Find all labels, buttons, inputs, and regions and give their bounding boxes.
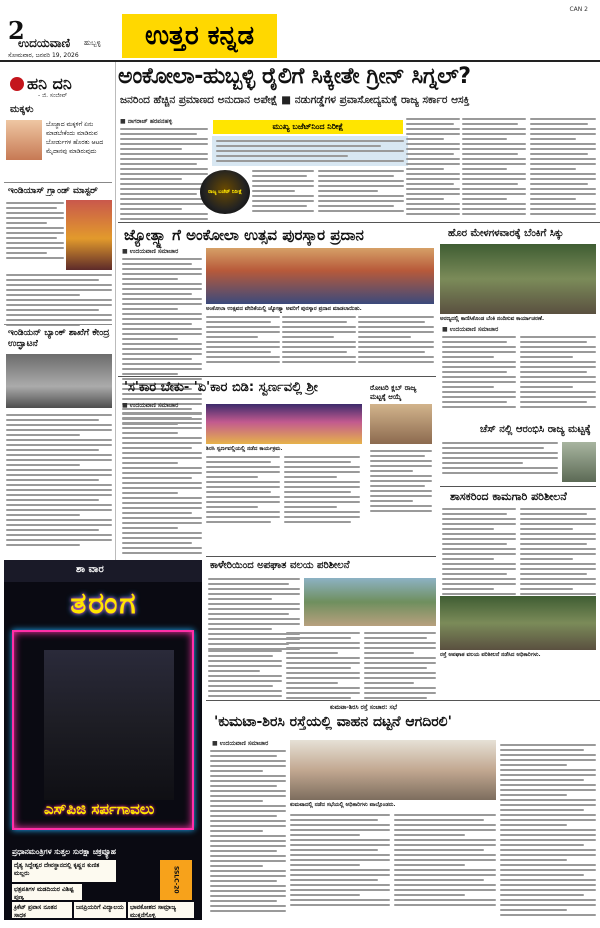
festival-headline[interactable]: ಜ್ಯೋತ್ಸ್ನಾ ಗೆ ಅಂಕೋಲಾ ಉತ್ಸವ ಪುರಸ್ಕಾರ ಪ್ರದಾನ — [124, 226, 364, 244]
official-portrait — [562, 442, 596, 482]
state-headline[interactable]: ಚೆಸ್ ನಲ್ಲಿ ಆರಂಭಿಸಿ ರಾಜ್ಯ ಮಟ್ಟಕ್ಕೆ — [480, 424, 591, 435]
ad-cover-photo — [44, 650, 174, 800]
article-text — [6, 202, 64, 262]
divider — [206, 556, 436, 557]
bank-building-photo — [6, 354, 112, 408]
divider — [4, 324, 112, 325]
festival-article-text — [206, 316, 280, 366]
stage-article-text — [122, 412, 202, 557]
forest-fire-caption: ಅರಣ್ಯದಲ್ಲಿ ಕಾಣಿಸಿಕೊಂಡ ಬೆಂಕಿ ನಂದಿಸುವ ಕಾರ್ಯಾಚರಣೆ. — [440, 316, 545, 322]
dancer-photo — [66, 200, 112, 270]
issue-date: ಸೋಮವಾರ, ಜನವರಿ 19, 2026 — [8, 52, 79, 59]
edition-title: ಉತ್ತರ ಕನ್ನಡ — [122, 14, 277, 58]
road-headline[interactable]: 'ಕುಮಟಾ-ಶಿರಸಿ ರಸ್ತೆಯಲ್ಲಿ ವಾಹನ ದಟ್ಟನೆ ಆಗದಿರಲಿ' — [214, 714, 452, 730]
drop-icon — [10, 77, 24, 91]
road-article-text — [394, 814, 496, 909]
works-headline[interactable]: ಶಾಸಕರಿಂದ ಕಾಮಗಾರಿ ಪರಿಶೀಲನೆ — [450, 490, 567, 503]
cartoon-illustration — [6, 120, 42, 160]
state-article-text — [442, 442, 558, 477]
article-text — [6, 274, 112, 329]
lead-article-text — [120, 128, 208, 223]
lead-article-text — [462, 118, 526, 218]
ad-cover-story: ಎಸ್‌ಪಿಜಿ ಸರ್ಪಗಾವಲು — [44, 800, 155, 818]
road-byline: ■ ಉದಯವಾಣಿ ಸಮಾಚಾರ — [212, 740, 269, 747]
meeting-photo — [290, 740, 496, 800]
construction-photo — [440, 596, 596, 650]
road-article-text — [290, 814, 390, 909]
accident-article-text — [208, 650, 282, 700]
publication-name: ಉದಯವಾಣಿ — [18, 36, 71, 50]
stage-article-text — [206, 456, 280, 526]
stage-headline[interactable]: 'ಸ'ಕಾರ ಬೇಕು- 'ಏ'ಕಾರ ಬಿಡಿ: ಸ್ವರ್ಣವಲ್ಲಿ ಶ್ರೀ — [124, 380, 318, 395]
lead-byline: ■ ನಾಗರಾಜ್ ಹರಪನಹಳ್ಳಿ — [120, 118, 173, 125]
section-heading-bank: ಇಂಡಿಯನ್ ಬ್ಯಾಂಕ್ ಶಾಖೆಗೆ ಕೇಂದ್ರ ಉದ್ಘಾಟನೆ — [8, 328, 114, 350]
lead-headline[interactable]: ಅಂಕೋಲಾ-ಹುಬ್ಬಳ್ಳಿ ರೈಲಿಗೆ ಸಿಕ್ಕೀತೇ ಗ್ರೀನ್ ಸಿಗ್ನಲ್? — [118, 64, 471, 89]
accident-article-text — [286, 632, 360, 702]
festival-byline: ■ ಉದಯವಾಣಿ ಸಮಾಚಾರ — [122, 248, 179, 255]
accident-zone-caption: ರಸ್ತೆ ಅಪಘಾತ ವಲಯ ಪರಿಶೀಲನೆ ನಡೆಸಿದ ಅಧಿಕಾರಿಗಳು. — [440, 652, 541, 658]
forest-article-text — [520, 336, 596, 411]
meeting-caption: ಕುಮಟಾದಲ್ಲಿ ನಡೆದ ಸಭೆಯಲ್ಲಿ ಅಧಿಕಾರಿಗಳು ಪಾಲ್ಗೊಂಡರು. — [290, 802, 396, 808]
ad-teaser-temple: ದೈತ್ಯ ಸಿದ್ದೇಶ್ವರ ದೇವಸ್ಥಾನದಲ್ಲಿ ಕೃಷ್ಣನ ಕುಣಿತ ಮಲ್ಲರು — [12, 860, 116, 882]
registration-marks-left — [40, 918, 76, 928]
divider — [206, 700, 600, 701]
page-code: CAN 2 — [569, 6, 588, 13]
ad-cover-caption: ಪ್ರಧಾನಮಂತ್ರಿಗಳ ಸುತ್ತಲ ಸುರಕ್ಷಾ ಚಕ್ರವ್ಯೂಹ — [12, 847, 116, 856]
divider — [440, 486, 596, 487]
works-article-text — [442, 508, 516, 603]
honi-dani-title: ಹನಿ ದನಿ — [27, 74, 72, 93]
honi-dani-heading — [10, 74, 72, 94]
poem-title: ಮಕ್ಕಳು — [10, 104, 34, 115]
ad-teaser-school: ಜನಪ್ರಿಯರಿಗೆ ವಿದ್ಯಾಲಯ — [74, 902, 126, 918]
ad-teaser-cricket: ಕ್ರಿಕೆಟ್ ಪ್ರವಾಸ ನೂತನ ಸಾಧಕ — [12, 902, 72, 918]
rotary-headline[interactable]: ರೋಟರಿ ಕ್ಲಬ್ ರಾಜ್ಯ ಮಟ್ಟಕ್ಕೆ ಆಯ್ಕೆ — [370, 384, 432, 402]
festival-article-text — [282, 316, 356, 366]
road-article-text — [500, 744, 596, 919]
stage-byline: ■ ಉದಯವಾಣಿ ಸಮಾಚಾರ — [122, 402, 179, 409]
lead-article-text — [530, 118, 596, 218]
lead-article-text — [318, 170, 404, 215]
ad-weekday: ಶಾ ವಾರ — [76, 564, 104, 575]
lead-highlight: ಮುಖ್ಯ ಬಜೆಟ್‌ನಿಂದ ನಿರೀಕ್ಷೆ — [213, 120, 403, 134]
ad-teaser-chhatrapati: ಛತ್ರಪತಿಗಳ ಮಡದಿಯರ ವಿಶಿಷ್ಟ ಪುಣ್ಯ — [12, 884, 82, 900]
masthead — [0, 0, 600, 62]
festival-caption: ಅಂಕೋಲಾ ಉತ್ಸವದ ವೇದಿಕೆಯಲ್ಲಿ ಜ್ಯೋತ್ಸ್ನಾ ಅವರಿಗೆ ಪುರಸ್ಕಾರ ಪ್ರದಾನ ಮಾಡಲಾಯಿತು. — [206, 306, 362, 312]
stage-caption: ಶಿರಸಿ ಸ್ವರ್ಣವಲ್ಲಿಯಲ್ಲಿ ನಡೆದ ಕಾರ್ಯಕ್ರಮ. — [206, 446, 283, 452]
article-text — [6, 414, 112, 549]
works-article-text — [520, 508, 596, 603]
lead-article-text — [406, 118, 460, 218]
festival-photo — [206, 248, 434, 304]
budget-badge: ರಾಜ್ಯ ಬಜೆಟ್ ನಿರೀಕ್ಷೆ — [200, 170, 250, 214]
festival-article-text — [358, 316, 434, 366]
rotary-photo — [370, 404, 432, 444]
accident-zone-photo — [304, 578, 436, 626]
honi-dani-author: - ಜಿ. ಸಂಜೀವ್ — [38, 92, 68, 99]
highlight-text-block — [212, 136, 408, 166]
page-number: 2 — [8, 16, 25, 45]
lead-story-header — [118, 62, 600, 114]
registration-marks-center — [360, 918, 408, 928]
divider — [118, 222, 600, 223]
lead-article-text — [252, 170, 314, 215]
forest-article-text — [442, 336, 516, 411]
tharanga-advertisement[interactable] — [4, 560, 202, 920]
stage-article-text — [284, 456, 360, 526]
registration-marks-right — [530, 918, 566, 928]
forest-fire-photo — [440, 244, 596, 314]
divider — [118, 376, 436, 377]
stage-photo — [206, 404, 362, 444]
ad-teaser-emotion: ಭಾವಕೋಶದ ಸಾಮ್ರಾಜ್ಯ ಮುಕ್ತನೆಗೊಳ್ಳಿ — [128, 902, 194, 918]
accident-zone-headline[interactable]: ಕಾಳೇರಿಯಿಂದ ಅಪಘಾತ ವಲಯ ಪರಿಶೀಲನೆ — [210, 560, 350, 571]
section-heading-grandmaster: ಇಂಡಿಯಾಸ್ ಗ್ರ್ಯಾಂಡ್ ಮಾಸ್ಟರ್ — [8, 186, 114, 196]
forest-fire-byline: ■ ಉದಯವಾಣಿ ಸಮಾಚಾರ — [442, 326, 499, 333]
road-kicker: ಕುಮಟಾ-ಶಿರಸಿ ರಸ್ತೆ ಸಂಚಾರ: ಸಭೆ — [330, 704, 398, 711]
rotary-article-text — [370, 450, 432, 515]
ad-magazine-title: ತರಂಗ — [70, 586, 138, 621]
poem-text: ಬೊಜ್ಜಾದ ಮಕ್ಕಳಿಗೆ ಏನು ಮಾಡಬೇಕೆಂದು ಮಾಡಿರುವ ಬೋರ್ಡುಗಳ ಹೊರತು ಆಟದ ಮೈದಾನವು ಮಾಡಿರುವುದು — [46, 121, 104, 155]
ad-sslc-badge: SSLC-20 — [160, 860, 192, 900]
publication-city: ಹುಬ್ಬಳ್ಳಿ — [84, 39, 101, 47]
divider — [4, 182, 112, 183]
forest-fire-headline[interactable]: ಹೊರ ಮೇಳಗಳವಾರಕ್ಕೆ ಬೆಂಕಿಗೆ ಸಿಕ್ಕು — [448, 228, 564, 239]
left-column — [0, 62, 116, 560]
accident-article-text — [364, 632, 436, 702]
lead-subheadline: ಜನರಿಂದ ಹೆಚ್ಚಿನ ಪ್ರಮಾಣದ ಅನುದಾನ ಅಪೇಕ್ಷೆ ■ ನಡುಗಡ್ಡೆಗಳ ಪ್ರವಾಸೋದ್ಯಮಕ್ಕೆ ರಾಜ್ಯ ಸರ್ಕಾರ ಆಸಕ್ತಿ — [120, 94, 470, 106]
road-article-text — [210, 750, 286, 915]
